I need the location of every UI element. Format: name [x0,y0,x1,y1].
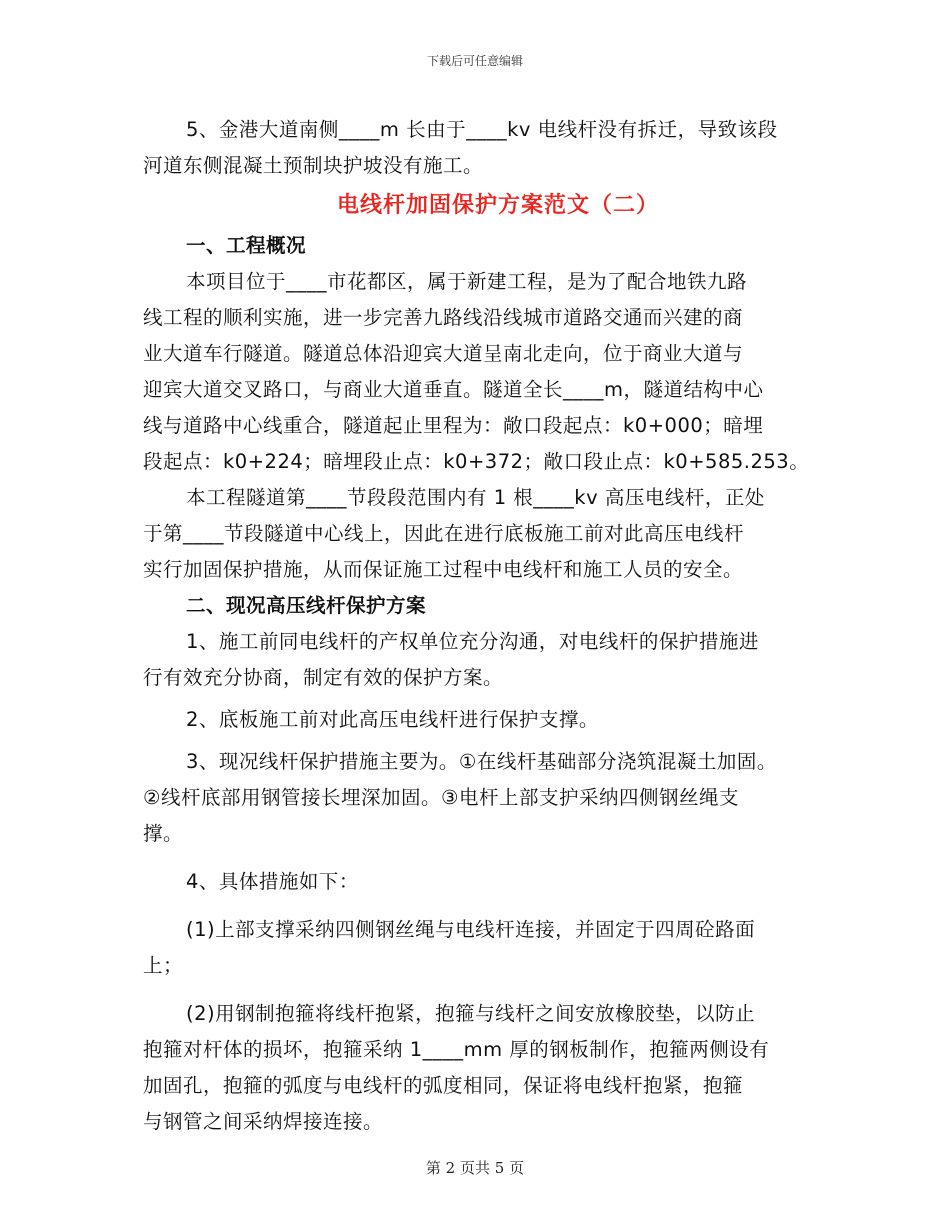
list-item-1: 1、施工前同电线杆的产权单位充分沟通，对电线杆的保护措施进 [186,630,759,653]
sub-item-1: (1)上部支撑采纳四侧钢丝绳与电线杆连接，并固定于四周砼路面 [186,918,756,941]
heading-overview: 一、工程概况 [186,234,307,257]
paragraph-line: 于第____节段隧道中心线上，因此在进行底板施工前对此高压电线杆 [143,522,745,545]
page-footer: 第 2 页共 5 页 [425,1159,525,1177]
list-item-3-cont: ②线杆底部用钢管接长埋深加固。③电杆上部支护采纳四侧钢丝绳支 [143,786,739,809]
paragraph-line: 段起点：k0+224；暗埋段止点：k0+372；敞口段止点：k0+585.253。 [143,450,810,473]
list-item-3-cont: 撑。 [143,822,184,845]
page-header: 下载后可任意编辑 [426,54,523,68]
sub-item-1-cont: 上； [143,954,184,977]
paragraph-line: 线工程的顺利实施，进一步完善九路线沿线城市道路交通而兴建的商 [143,306,744,329]
paragraph-line: 本工程隧道第____节段段范围内有 1 根____kv 高压电线杆，正处 [186,486,765,509]
list-item-3: 3、现况线杆保护措施主要为。①在线杆基础部分浇筑混凝土加固。 [186,750,777,773]
sub-item-2: (2)用钢制抱箍将线杆抱紧，抱箍与线杆之间安放橡胶垫，以防止 [186,1002,756,1025]
paragraph-line: 实行加固保护措施，从而保证施工过程中电线杆和施工人员的安全。 [143,558,744,581]
section-title: 电线杆加固保护方案范文（二） [336,193,659,218]
paragraph-line: 5、金港大道南侧____m 长由于____kv 电线杆没有拆迁，导致该段 [186,118,778,141]
paragraph-line: 业大道车行隧道。隧道总体沿迎宾大道呈南北走向，位于商业大道与 [143,342,744,365]
paragraph-line: 河道东侧混凝土预制块护坡没有施工。 [143,154,484,177]
sub-item-2-cont: 与钢管之间采纳焊接连接。 [143,1110,384,1133]
sub-item-2-cont: 加固孔，抱箍的弧度与电线杆的弧度相同，保证将电线杆抱紧，抱箍 [143,1074,744,1097]
paragraph-line: 迎宾大道交叉路口，与商业大道垂直。隧道全长____m，隧道结构中心 [143,378,764,401]
list-item-2: 2、底板施工前对此高压电线杆进行保护支撑。 [186,708,599,731]
document-body [143,112,813,1140]
paragraph-line: 线与道路中心线重合，隧道起止里程为：敞口段起点：k0+000；暗埋 [143,414,764,437]
list-item-1-cont: 行有效充分协商，制定有效的保护方案。 [143,666,504,689]
sub-item-2-cont: 抱箍对杆体的损坏，抱箍采纳 1____mm 厚的钢板制作，抱箍两侧设有 [143,1038,770,1061]
list-item-4: 4、具体措施如下： [186,870,359,893]
paragraph-line: 本项目位于____市花都区，属于新建工程，是为了配合地铁九路 [186,270,748,293]
heading-protection-plan: 二、现况高压线杆保护方案 [186,594,427,617]
